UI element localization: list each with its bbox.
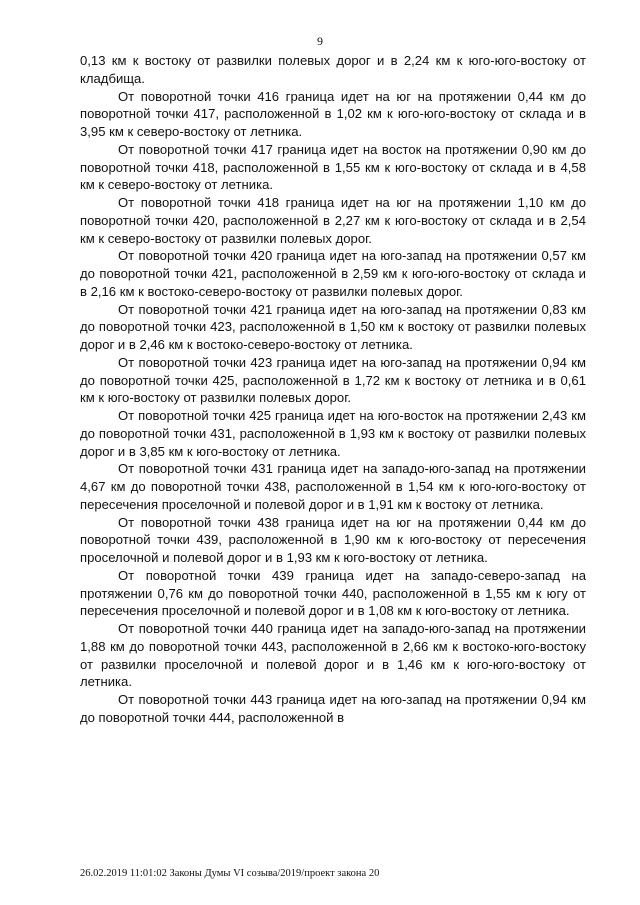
paragraph-point-438: От поворотной точки 438 граница идет на юг на протяжении 0,44 км до поворотной точки 439, расположенной в 1,90 км к юго-востоку от пересечения проселочной и полевой дорог и в 1,93 км к юго-востоку от летника. [80,514,586,565]
paragraph-point-425: От поворотной точки 425 граница идет на юго-восток на протяжении 2,43 км до поворотной точки 431, расположенной в 1,93 км к востоку от развилки полевых дорог и в 3,85 км к юго-востоку от летника. [80,408,586,459]
paragraph-point-443: От поворотной точки 443 граница идет на юго-запад на протяжении 0,94 км до поворотной точки 444, расположенной в [80,692,586,725]
paragraph-point-417: От поворотной точки 417 граница идет на восток на протяжении 0,90 км до поворотной точки 418, расположенной в 1,55 км к юго-востоку от склада и в 4,58 км к северо-востоку от летника. [80,141,586,193]
paragraph-point-420: От поворотной точки 420 граница идет на юго-запад на протяжении 0,57 км до поворотной точки 421, расположенной в 2,59 км к юго-юго-востоку от склада и в 2,16 км к востоко-северо-востоку от развилки полевых дорог. [80,248,586,299]
paragraph-point-421: От поворотной точки 421 граница идет на юго-запад на протяжении 0,83 км до поворотной точки 423, расположенной в 1,50 км к востоку от развилки полевых дорог и в 2,46 км к востоко-северо-востоку от летника. [80,301,586,352]
paragraph-point-431: От поворотной точки 431 граница идет на западо-юго-запад на протяжении 4,67 км до поворотной точки 438, расположенной в 1,54 км к юго-юго-востоку от пересечения проселочной и полевой дорог и в 1,91 км к востоку от летника. [80,461,586,512]
document-body [80,52,586,727]
page-number: 9 [317,34,323,48]
paragraph-point-418: От поворотной точки 418 граница идет на юг на протяжении 1,10 км до поворотной точки 420, расположенной в 2,27 км к юго-востоку от склада и в 2,54 км к северо-востоку от развилки полевых дорог. [80,195,586,246]
footer-stamp: 26.02.2019 11:01:02 Законы Думы VI созыва/2019/проект закона 20 [80,868,380,879]
paragraph-point-423: От поворотной точки 423 граница идет на юго-запад на протяжении 0,94 км до поворотной точки 425, расположенной в 1,72 км к востоку от летника и в 0,61 км к юго-востоку от развилки полевых дорог. [80,354,586,406]
paragraph-point-439: От поворотной точки 439 граница идет на западо-северо-запад на протяжении 0,76 км до поворотной точки 440, расположенной в 1,55 км к югу от пересечения проселочной и полевой дорог и в 1,08 км к юго-востоку от летника. [80,567,586,619]
paragraph-continuation: 0,13 км к востоку от развилки полевых дорог и в 2,24 км к юго-юго-востоку от кладбища. [80,53,586,86]
paragraph-point-440: От поворотной точки 440 граница идет на западо-юго-запад на протяжении 1,88 км до поворотной точки 443, расположенной в 2,66 км к востоко-юго-востоку от развилки проселочной и полевой дорог и в 1,46 км к юго-юго-востоку от летника. [80,621,586,690]
paragraph-point-416: От поворотной точки 416 граница идет на юг на протяжении 0,44 км до поворотной точки 417, расположенной в 1,02 км к юго-юго-востоку от склада и в 3,95 км к северо-востоку от летника. [80,88,586,139]
